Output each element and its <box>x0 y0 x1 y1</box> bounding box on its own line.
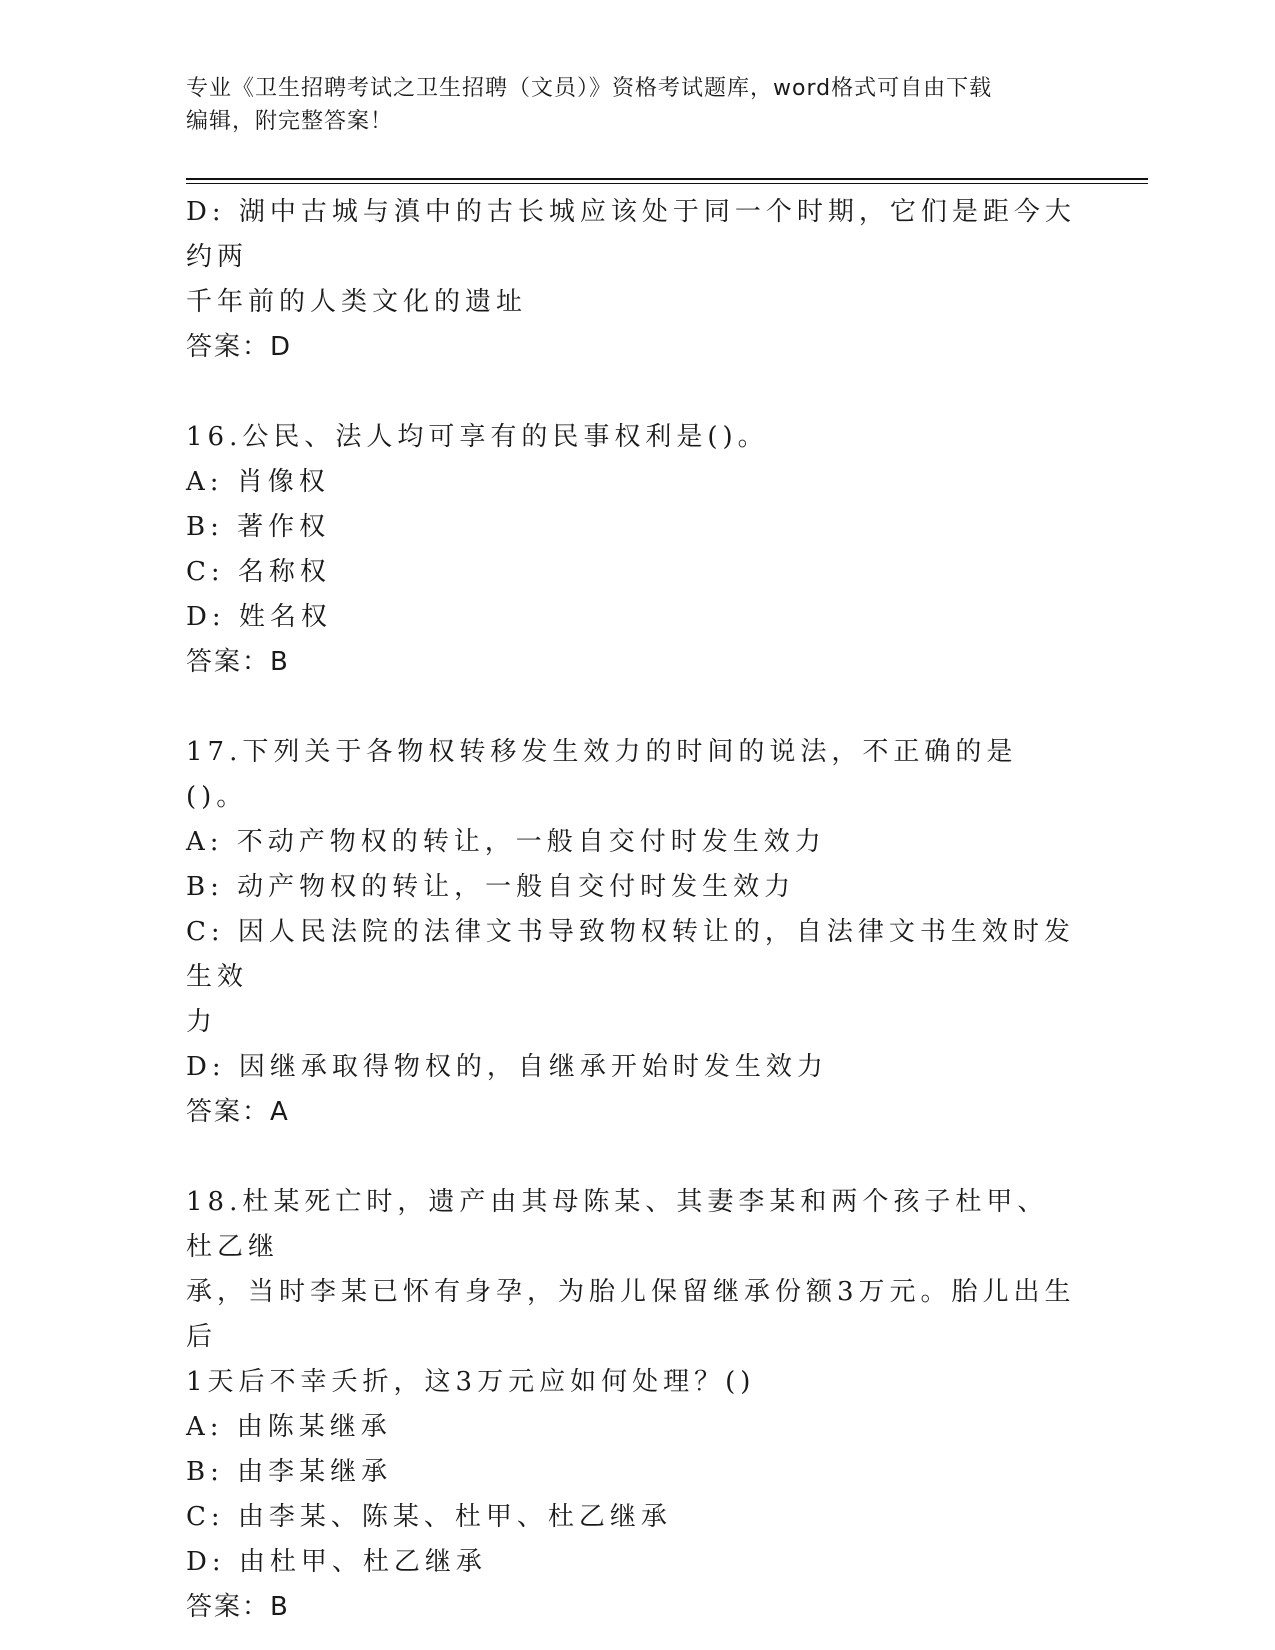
question-content <box>186 190 1076 1630</box>
question-17 <box>186 730 1076 1135</box>
question-stem: 17.下列关于各物权转移发生效力的时间的说法，不正确的是()。 <box>186 737 1018 812</box>
option-d: D: 姓名权 <box>186 602 332 632</box>
header-line-2: 编辑，附完整答案！ <box>186 109 394 134</box>
option-c: C: 由李某、陈某、杜甲、杜乙继承 <box>186 1502 672 1532</box>
option-c: C: 名称权 <box>186 557 331 587</box>
question-stem-line-2: 承，当时李某已怀有身孕，为胎儿保留继承份额3万元。胎儿出生后 <box>186 1277 1076 1352</box>
answer-line: 答案：A <box>186 1097 290 1127</box>
option-d: D: 因继承取得物权的，自继承开始时发生效力 <box>186 1052 828 1082</box>
question-stem: 16.公民、法人均可享有的民事权利是()。 <box>186 422 769 452</box>
answer-line: 答案：D <box>186 332 293 362</box>
question-18 <box>186 1180 1076 1630</box>
option-a: A: 肖像权 <box>186 467 330 497</box>
page-header <box>186 72 1086 138</box>
header-line-1: 专业《卫生招聘考试之卫生招聘（文员）》资格考试题库，word格式可自由下载 <box>186 76 993 101</box>
option-b: B: 动产物权的转让，一般自交付时发生效力 <box>186 872 796 902</box>
option-d: D: 由杜甲、杜乙继承 <box>186 1547 487 1577</box>
header-rule-thick <box>186 178 1148 180</box>
header-rule-thin <box>186 183 1148 184</box>
answer-line: 答案：B <box>186 647 290 677</box>
option-b: B: 著作权 <box>186 512 331 542</box>
option-a: A: 不动产物权的转让，一般自交付时发生效力 <box>186 827 826 857</box>
question-16 <box>186 415 1076 685</box>
option-d-line-1: D: 湖中古城与滇中的古长城应该处于同一个时期，它们是距今大约两 <box>186 197 1076 272</box>
option-c-line-1: C: 因人民法院的法律文书导致物权转让的，自法律文书生效时发生效 <box>186 917 1075 992</box>
question-stem-line-3: 1天后不幸夭折，这3万元应如何处理？() <box>186 1367 756 1397</box>
question-stem-line-1: 18.杜某死亡时，遗产由其母陈某、其妻李某和两个孩子杜甲、杜乙继 <box>186 1187 1049 1262</box>
previous-question-tail <box>186 190 1076 370</box>
option-c-line-2: 力 <box>186 1007 218 1037</box>
answer-line: 答案：B <box>186 1592 290 1622</box>
option-a: A: 由陈某继承 <box>186 1412 392 1442</box>
option-d-line-2: 千年前的人类文化的遗址 <box>186 287 528 317</box>
option-b: B: 由李某继承 <box>186 1457 393 1487</box>
